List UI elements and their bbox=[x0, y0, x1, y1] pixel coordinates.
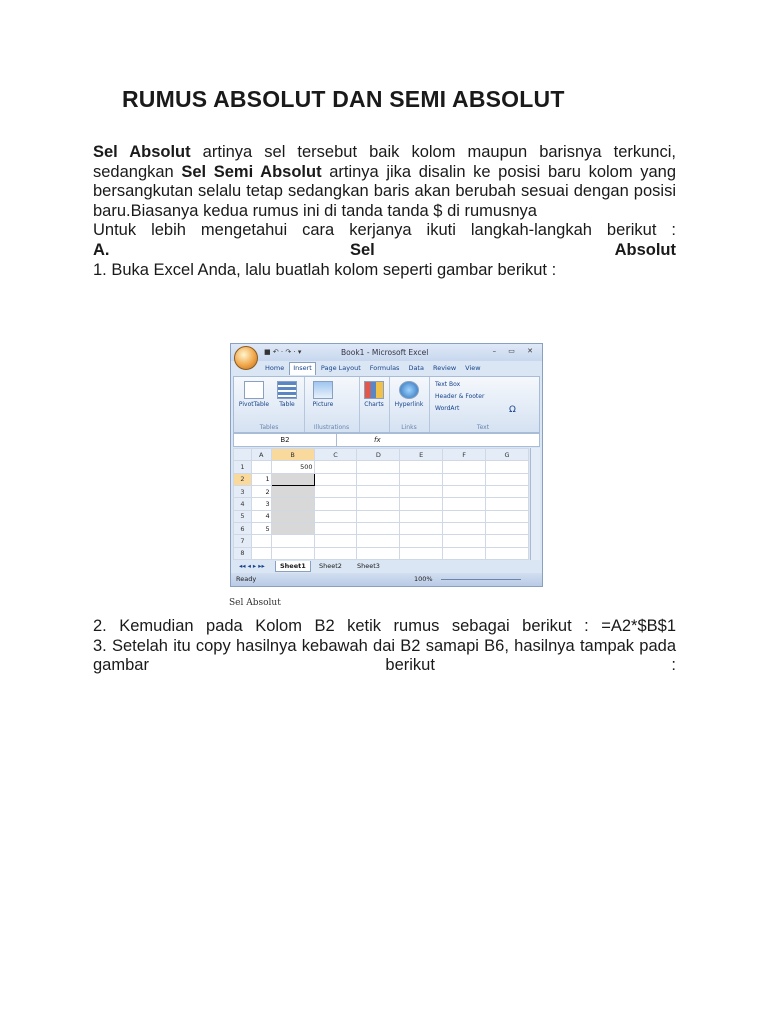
tab-review: Review bbox=[432, 364, 457, 372]
table-row bbox=[234, 522, 529, 534]
cell-b8 bbox=[271, 547, 314, 559]
window-controls: – ▭ ✕ bbox=[492, 347, 538, 355]
table-row bbox=[234, 510, 529, 522]
tab-home: Home bbox=[265, 364, 285, 372]
office-button-icon bbox=[234, 346, 258, 370]
sheet-tab-1: Sheet1 bbox=[275, 561, 311, 572]
steps-section bbox=[93, 617, 676, 676]
cell-b5 bbox=[271, 510, 314, 522]
row-header: 6 bbox=[234, 522, 252, 534]
cell-a8 bbox=[251, 547, 271, 559]
cell-a7 bbox=[251, 535, 271, 547]
omega-symbol-icon: Ω bbox=[509, 405, 516, 415]
charts-label: Charts bbox=[364, 401, 384, 408]
row-header: 4 bbox=[234, 498, 252, 510]
cell-a6: 5 bbox=[251, 522, 271, 534]
sheet-tab-3: Sheet3 bbox=[357, 562, 380, 570]
page-title: RUMUS ABSOLUT DAN SEMI ABSOLUT bbox=[122, 86, 565, 112]
cell-a4: 3 bbox=[251, 498, 271, 510]
tab-formulas: Formulas bbox=[369, 364, 400, 372]
column-header-c: C bbox=[314, 449, 357, 461]
sheet-tabs bbox=[233, 561, 538, 571]
steps-intro: Untuk lebih mengetahui cara kerjanya ikuti langkah-langkah berikut : bbox=[93, 221, 676, 240]
cell-b3 bbox=[271, 485, 314, 497]
picture-button bbox=[308, 381, 338, 408]
term-sel-absolut: Sel Absolut bbox=[93, 143, 191, 161]
table-row bbox=[234, 485, 529, 497]
column-header-d: D bbox=[357, 449, 400, 461]
sheet-nav-arrows-icon: ◂◂ ◂ ▸ ▸▸ bbox=[239, 562, 265, 570]
cell-a2: 1 bbox=[251, 473, 271, 485]
row-header: 5 bbox=[234, 510, 252, 522]
table-row bbox=[234, 547, 529, 559]
zoom-slider bbox=[441, 579, 521, 580]
text-box-button: Text Box bbox=[435, 381, 461, 388]
charts-icon bbox=[364, 381, 384, 399]
name-box: B2 bbox=[234, 434, 337, 446]
globe-icon bbox=[399, 381, 419, 399]
intro-section bbox=[93, 143, 676, 280]
column-header-e: E bbox=[400, 449, 443, 461]
tab-page-layout: Page Layout bbox=[320, 364, 361, 372]
sheet-tab-2: Sheet2 bbox=[319, 562, 342, 570]
picture-icon bbox=[313, 381, 333, 399]
term-sel-semi-absolut: Sel Semi Absolut bbox=[181, 162, 322, 181]
spreadsheet-grid bbox=[233, 448, 529, 560]
row-header: 7 bbox=[234, 535, 252, 547]
pivottable-icon bbox=[244, 381, 264, 399]
ribbon-group-links bbox=[389, 377, 430, 432]
header-footer-button: Header & Footer bbox=[435, 393, 485, 400]
column-header-f: F bbox=[443, 449, 486, 461]
ribbon-group-tables bbox=[234, 377, 305, 432]
excel-title-bar bbox=[231, 344, 542, 361]
section-a-heading bbox=[93, 241, 676, 261]
zoom-level: 100% bbox=[414, 575, 433, 583]
formula-bar bbox=[233, 433, 540, 447]
column-header-b: B bbox=[271, 449, 314, 461]
pivottable-label: PivotTable bbox=[238, 401, 270, 408]
table-row bbox=[234, 498, 529, 510]
cell-b2 bbox=[271, 473, 314, 485]
step-3: 3. Setelah itu copy hasilnya kebawah dai B2 samapi B6, hasilnya tampak pada gambar berikut : bbox=[93, 636, 676, 675]
text-group-label: Text bbox=[476, 424, 490, 431]
definition-text-2: artinya jika disalin ke posisi baru kolom yang bersangkutan selalu tetap sedangkan baris akan berubah sesuai dengan posisi baru.Biasanya kedua rumus ini di tanda tanda $ di rumusnya bbox=[93, 162, 676, 220]
row-header: 2 bbox=[234, 473, 252, 485]
links-group-label: Links bbox=[401, 424, 417, 431]
definition-paragraph bbox=[93, 143, 676, 221]
wordart-button: WordArt bbox=[435, 405, 460, 412]
cell-b6 bbox=[271, 522, 314, 534]
tab-view: View bbox=[465, 364, 481, 372]
corner-cell bbox=[234, 449, 252, 461]
ribbon bbox=[233, 376, 540, 433]
fx-icon: fx bbox=[374, 436, 381, 444]
tables-group-label: Tables bbox=[259, 424, 279, 431]
table-label: Table bbox=[279, 401, 295, 408]
quick-access-toolbar: ■ ↶ · ↷ · ▾ bbox=[264, 348, 302, 356]
hyperlink-label: Hyperlink bbox=[394, 401, 424, 408]
ribbon-group-illustrations bbox=[304, 377, 360, 432]
pivottable-button bbox=[237, 381, 271, 408]
step-2: 2. Kemudian pada Kolom B2 ketik rumus sebagai berikut : =A2*$B$1 bbox=[93, 617, 676, 635]
picture-label: Picture bbox=[312, 401, 334, 408]
definition-text-1: artinya sel tersebut baik kolom maupun barisnya terkunci, sedangkan bbox=[93, 143, 676, 181]
row-header: 3 bbox=[234, 485, 252, 497]
cell-a1 bbox=[251, 461, 271, 473]
tab-insert: Insert bbox=[289, 362, 316, 375]
cell-a3: 2 bbox=[251, 485, 271, 497]
table-row bbox=[234, 535, 529, 547]
cell-a5: 4 bbox=[251, 510, 271, 522]
cell-b4 bbox=[271, 498, 314, 510]
row-header: 1 bbox=[234, 461, 252, 473]
ribbon-group-text bbox=[429, 377, 537, 432]
status-text: Ready bbox=[236, 575, 257, 583]
column-header-a: A bbox=[251, 449, 271, 461]
column-header-g: G bbox=[486, 449, 529, 461]
cell-b7 bbox=[271, 535, 314, 547]
status-bar bbox=[231, 573, 542, 586]
ribbon-tabs bbox=[261, 362, 486, 375]
section-a-text: A. Sel Absolut bbox=[93, 240, 676, 259]
hyperlink-button bbox=[393, 381, 425, 408]
excel-screenshot bbox=[230, 343, 543, 587]
table-row bbox=[234, 461, 529, 473]
tab-data: Data bbox=[408, 364, 424, 372]
row-header: 8 bbox=[234, 547, 252, 559]
step-1: 1. Buka Excel Anda, lalu buatlah kolom seperti gambar berikut : bbox=[93, 260, 557, 279]
image-caption: Sel Absolut bbox=[229, 598, 281, 608]
ribbon-group-charts bbox=[359, 377, 390, 432]
cell-b1: 500 bbox=[271, 461, 314, 473]
excel-window-title: Book1 - Microsoft Excel bbox=[341, 348, 429, 357]
table-row bbox=[234, 473, 529, 485]
vertical-scrollbar bbox=[530, 448, 540, 560]
charts-button bbox=[361, 381, 387, 408]
table-icon bbox=[277, 381, 297, 399]
column-header-row bbox=[234, 449, 529, 461]
table-button bbox=[274, 381, 300, 408]
illustrations-group-label: Illustrations bbox=[313, 424, 350, 431]
